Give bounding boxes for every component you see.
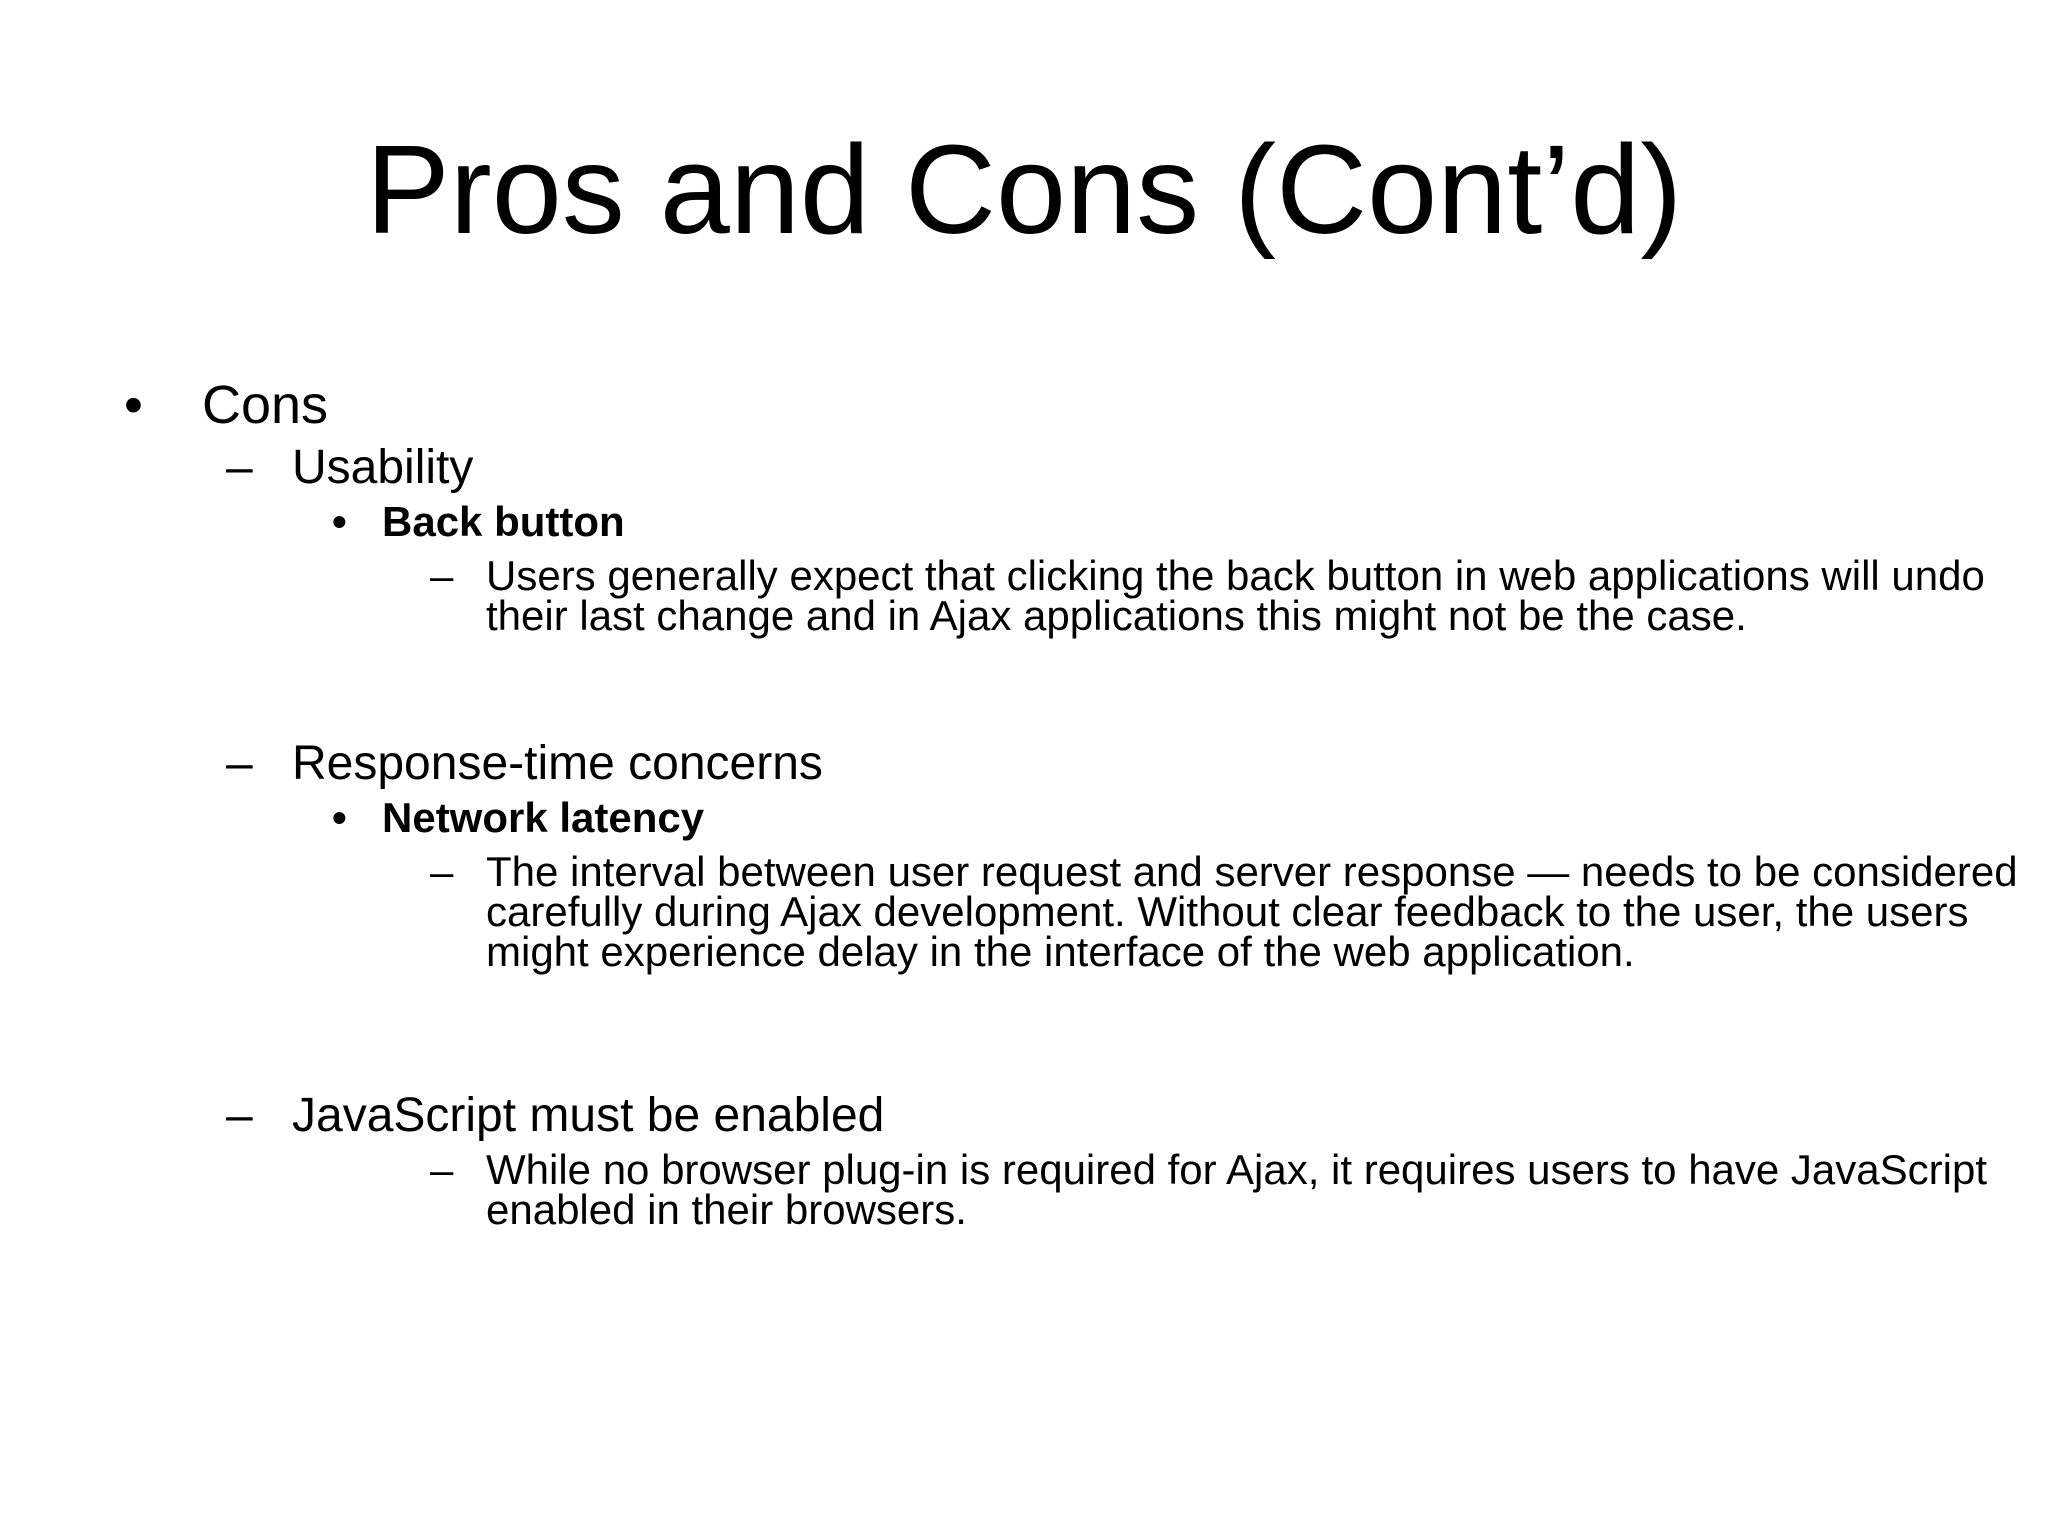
bullet-dash: – bbox=[430, 848, 454, 895]
network-latency-description: The interval between user request and server response — needs to be considered carefully during Ajax development. Without clear feedback to the user, the users might experience delay in the interface of the web application. bbox=[486, 848, 2018, 975]
usability-label: Usability bbox=[292, 441, 474, 494]
bullet-dash: – bbox=[430, 1146, 454, 1193]
bullet-dot: • bbox=[332, 794, 347, 841]
network-latency-label: Network latency bbox=[382, 794, 705, 841]
javascript-label: JavaScript must be enabled bbox=[292, 1089, 885, 1142]
slide-title: Pros and Cons (Cont’d) bbox=[365, 119, 1683, 260]
response-time-label: Response-time concerns bbox=[292, 737, 823, 790]
bullet-dash: – bbox=[226, 737, 253, 790]
javascript-description: While no browser plug-in is required for Ajax, it requires users to have JavaScript enabled in their browsers. bbox=[486, 1146, 1988, 1233]
back-button-description: Users generally expect that clicking the back button in web applications will undo their last change and in Ajax applications this might not be the case. bbox=[486, 552, 1985, 639]
bullet-dot: • bbox=[332, 498, 347, 545]
bullet-dot: • bbox=[124, 375, 143, 435]
bullet-dash: – bbox=[226, 441, 253, 494]
bullet-dash: – bbox=[226, 1089, 253, 1142]
back-button-label: Back button bbox=[382, 498, 625, 545]
bullet-dash: – bbox=[430, 552, 454, 599]
cons-heading: Cons bbox=[202, 375, 329, 435]
